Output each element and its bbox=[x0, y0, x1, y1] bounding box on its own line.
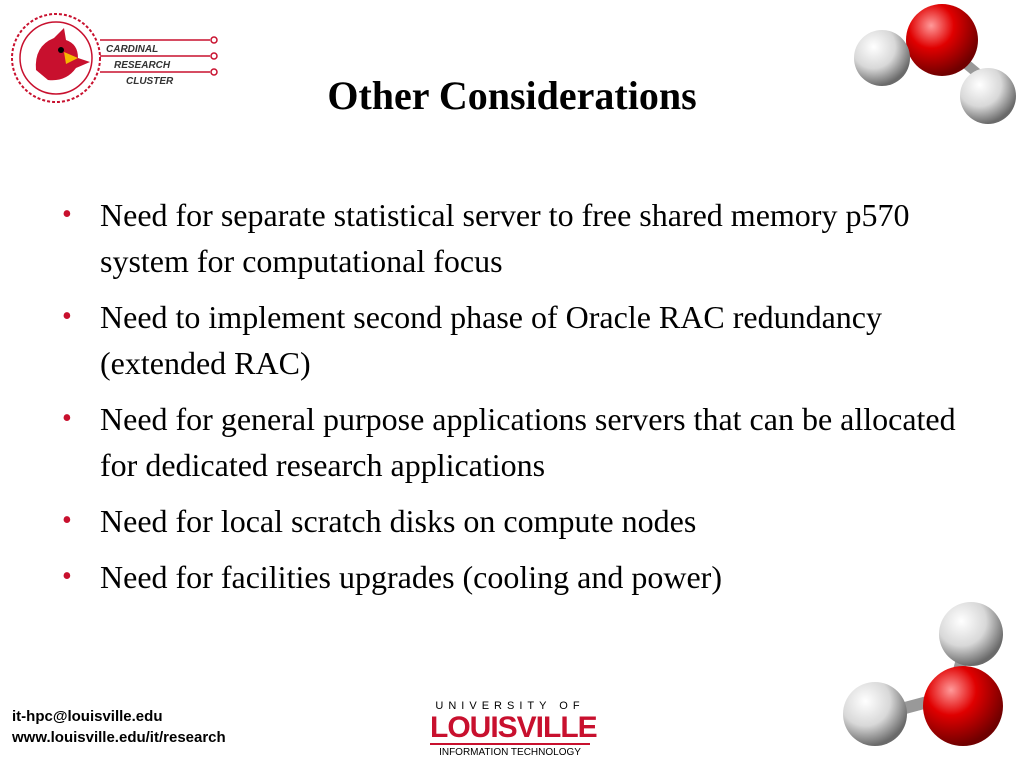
footer-url: www.louisville.edu/it/research bbox=[12, 729, 226, 746]
university-logo bbox=[430, 700, 597, 760]
bullet-list bbox=[60, 192, 980, 610]
bullet-dot-icon: • bbox=[62, 301, 72, 332]
molecule-bottom-icon bbox=[835, 598, 1024, 768]
bullet-text: Need to implement second phase of Oracle RAC redundancy (extended RAC) bbox=[100, 299, 882, 381]
footer-contact bbox=[12, 706, 226, 748]
bullet-item bbox=[60, 192, 980, 284]
bullet-text: Need for local scratch disks on compute nodes bbox=[100, 503, 697, 539]
bullet-item bbox=[60, 396, 980, 488]
university-line: UNIVERSITY OF bbox=[435, 700, 585, 712]
department-name: INFORMATION TECHNOLOGY bbox=[430, 743, 590, 759]
slide-title: Other Considerations bbox=[327, 73, 697, 118]
footer-email: it-hpc@louisville.edu bbox=[12, 708, 163, 725]
logo-line-1: CARDINAL bbox=[106, 44, 159, 55]
bullet-dot-icon: • bbox=[62, 199, 72, 230]
bullet-text: Need for facilities upgrades (cooling and power) bbox=[100, 559, 722, 595]
bullet-item bbox=[60, 554, 980, 600]
bullet-text: Need for separate statistical server to free shared memory p570 system for computational focus bbox=[100, 197, 910, 279]
bullet-item bbox=[60, 294, 980, 386]
bullet-text: Need for general purpose applications servers that can be allocated for dedicated research applications bbox=[100, 401, 956, 483]
bullet-item bbox=[60, 498, 980, 544]
bullet-dot-icon: • bbox=[62, 561, 72, 592]
logo-line-3: CLUSTER bbox=[126, 76, 174, 87]
logo-line-2: RESEARCH bbox=[114, 60, 171, 71]
university-name: LOUISVILLE bbox=[430, 711, 597, 744]
bullet-dot-icon: • bbox=[62, 403, 72, 434]
bullet-dot-icon: • bbox=[62, 505, 72, 536]
